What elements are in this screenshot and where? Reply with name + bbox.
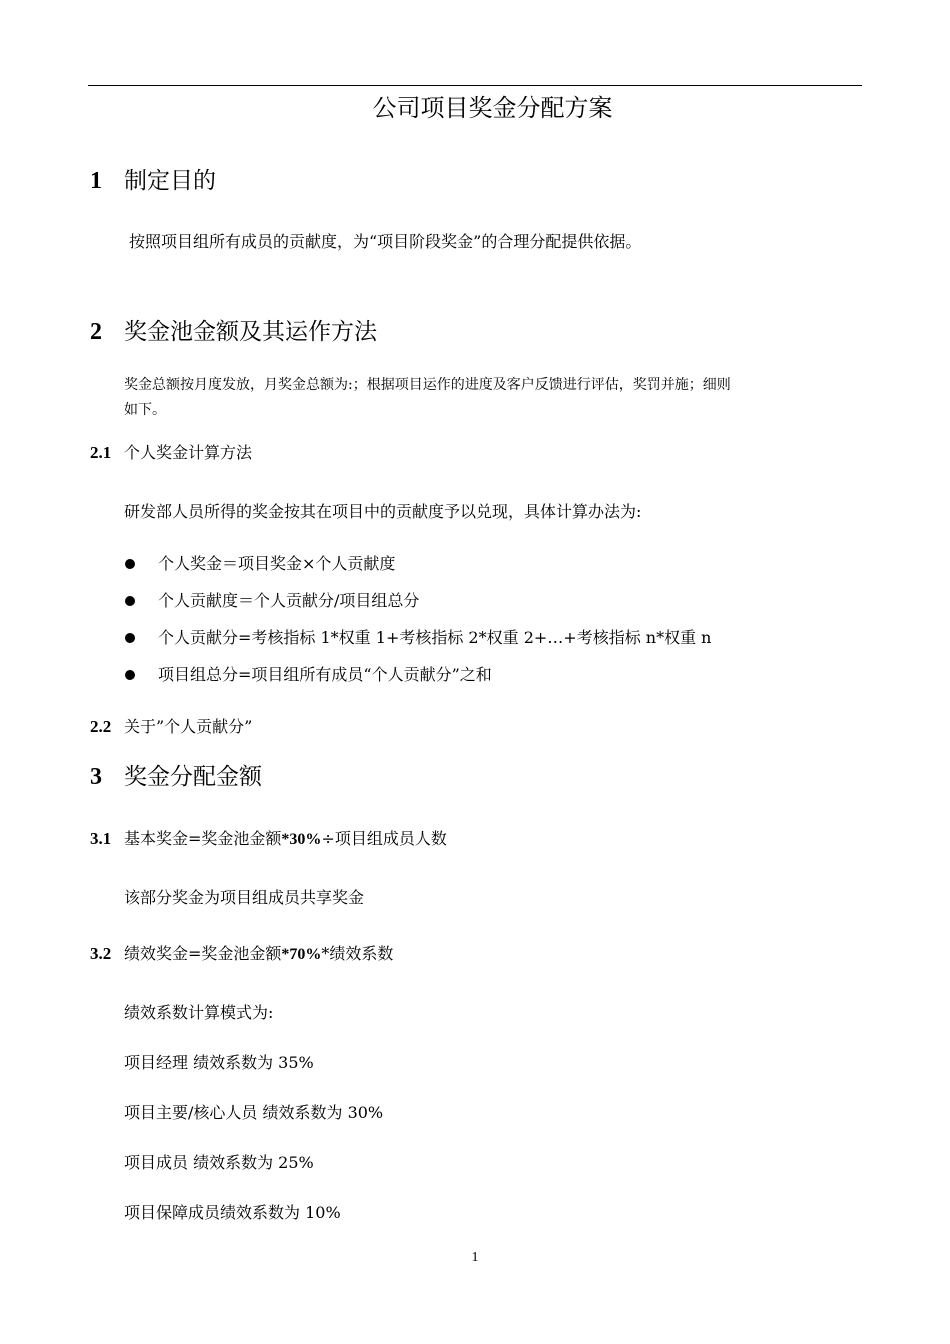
coefficient-line: 绩效系数计算模式为: — [124, 1003, 274, 1022]
section-3-number: 3 — [90, 764, 102, 790]
section-1-heading: 制定目的 — [124, 168, 216, 194]
subsection-3-1-number: 3.1 — [90, 829, 112, 848]
coefficient-line: 项目经理 绩效系数为 35% — [124, 1053, 314, 1072]
subsection-2-1-intro: 研发部人员所得的奖金按其在项目中的贡献度予以兑现，具体计算办法为: — [124, 502, 642, 521]
bullet-dot-icon — [125, 559, 135, 569]
subsection-3-2-number: 3.2 — [90, 944, 112, 963]
subsection-2-1-heading: 个人奖金计算方法 — [124, 443, 253, 462]
subsection-2-1-number: 2.1 — [90, 443, 112, 462]
subsection-3-2-heading — [124, 942, 393, 967]
heading-pre-text: 绩效奖金=奖金池金额 — [124, 944, 282, 963]
section-1-number: 1 — [90, 168, 102, 194]
heading-post-text: ÷项目组成员人数 — [321, 829, 447, 848]
coefficient-line: 项目保障成员绩效系数为 10% — [124, 1203, 341, 1222]
subsection-3-1-text: 该部分奖金为项目组成员共享奖金 — [124, 888, 365, 907]
bullet-item: 个人贡献分=考核指标 1*权重 1+考核指标 2*权重 2+…+考核指标 n*权重 n — [158, 628, 712, 647]
heading-pre-text: 基本奖金=奖金池金额 — [124, 829, 282, 848]
subsection-2-2-number: 2.2 — [90, 717, 112, 736]
section-2-heading: 奖金池金额及其运作方法 — [124, 319, 377, 345]
bullet-dot-icon — [125, 633, 135, 643]
subsection-3-1-heading — [124, 827, 447, 852]
section-2-number: 2 — [90, 319, 102, 345]
subsection-2-2-heading: 关于”个人贡献分” — [124, 717, 253, 736]
heading-bold-text: *30% — [281, 831, 322, 848]
section-2-text-line2: 如下。 — [124, 402, 166, 418]
bullet-dot-icon — [125, 596, 135, 606]
coefficient-line: 项目成员 绩效系数为 25% — [124, 1153, 314, 1172]
bullet-item: 个人贡献度＝个人贡献分/项目组总分 — [158, 591, 420, 610]
section-3-heading: 奖金分配金额 — [124, 764, 262, 790]
bullet-item: 项目组总分=项目组所有成员“个人贡献分”之和 — [158, 665, 492, 684]
section-1-text: 按照项目组所有成员的贡献度，为“项目阶段奖金”的合理分配提供依据。 — [129, 232, 642, 251]
section-2-text-line1: 奖金总额按月度发放，月奖金总额为:；根据项目运作的进度及客户反馈进行评估，奖罚并施；细则 — [124, 377, 731, 393]
heading-post-text: *绩效系数 — [321, 944, 394, 963]
heading-bold-text: *70% — [281, 946, 322, 963]
header-rule — [88, 85, 862, 86]
bullet-dot-icon — [125, 670, 135, 680]
document-title: 公司项目奖金分配方案 — [372, 94, 613, 122]
page-number: 1 — [471, 1250, 479, 1265]
bullet-item: 个人奖金＝项目奖金×个人贡献度 — [158, 554, 396, 573]
coefficient-line: 项目主要/核心人员 绩效系数为 30% — [124, 1103, 384, 1122]
